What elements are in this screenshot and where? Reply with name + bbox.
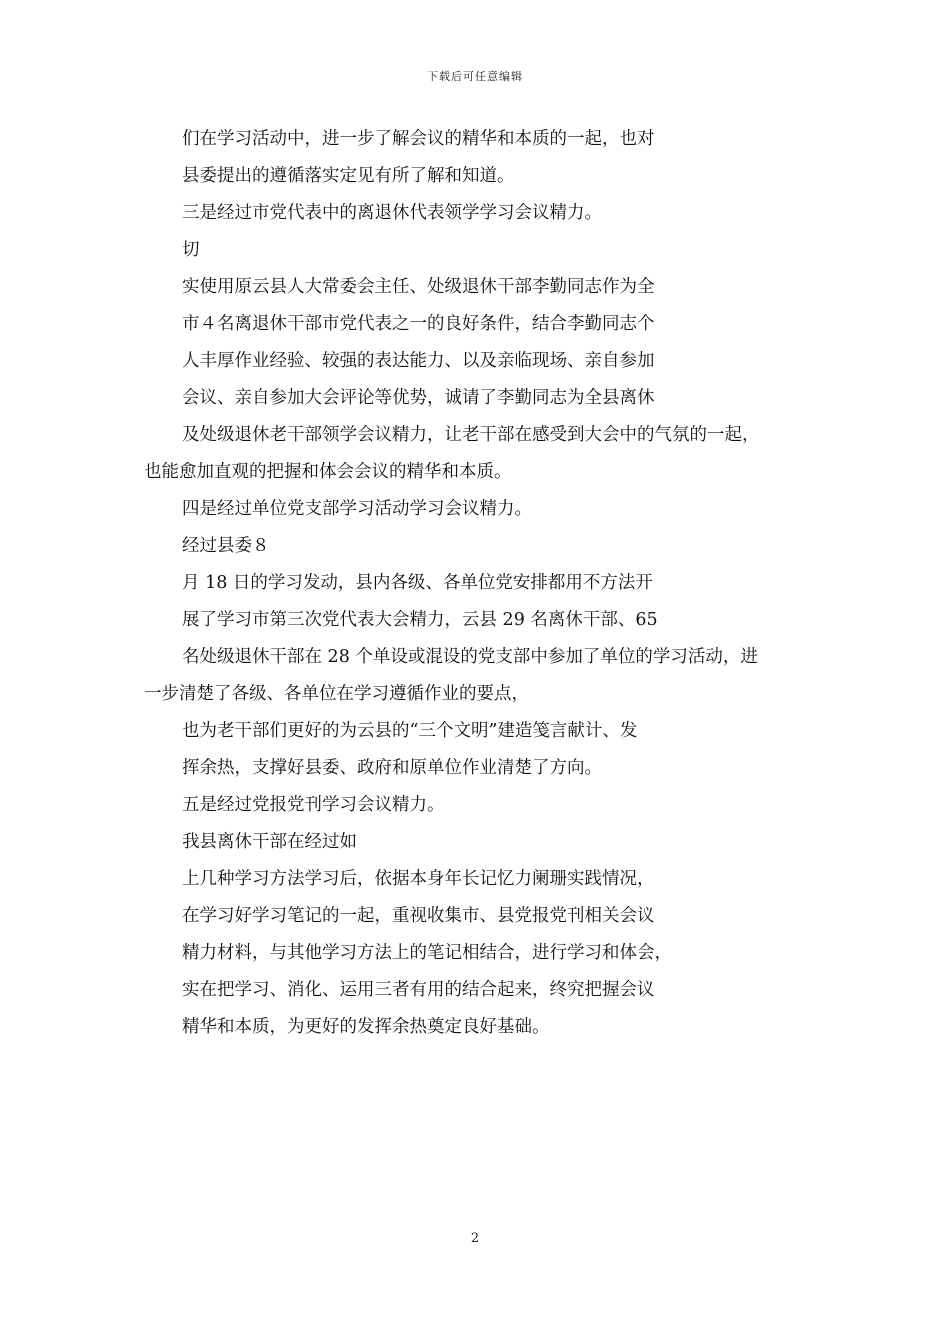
paragraph-line: 五是经过党报党刊学习会议精力。: [182, 795, 445, 815]
page-header: 下载后可任意编辑: [427, 70, 523, 83]
page-number: 2: [470, 1231, 480, 1246]
paragraph-line: 切: [182, 240, 200, 260]
paragraph-line: 上几种学习方法学习后，依据本身年长记忆力阑珊实践情况，: [182, 869, 655, 889]
paragraph-line: 名处级退休干部在 28 个单设或混设的党支部中参加了单位的学习活动，进: [182, 647, 758, 667]
paragraph-line: 人丰厚作业经验、较强的表达能力、以及亲临现场、亲自参加: [182, 351, 655, 371]
paragraph-line: 精华和本质，为更好的发挥余热奠定良好基础。: [182, 1017, 550, 1037]
paragraph-line: 月 18 日的学习发动，县内各级、各单位党安排都用不方法开: [182, 573, 653, 593]
paragraph-line: 经过县委８: [182, 536, 270, 556]
paragraph-line: 实在把学习、消化、运用三者有用的结合起来，终究把握会议: [182, 980, 655, 1000]
paragraph-line: 精力材料，与其他学习方法上的笔记相结合，进行学习和体会，: [182, 943, 672, 963]
paragraph-line: 县委提出的遵循落实定见有所了解和知道。: [182, 166, 515, 186]
paragraph-line: 挥余热，支撑好县委、政府和原单位作业清楚了方向。: [182, 758, 602, 778]
paragraph-line: 市４名离退休干部市党代表之一的良好条件，结合李勤同志个: [182, 314, 655, 334]
paragraph-line: 也能愈加直观的把握和体会会议的精华和本质。: [144, 462, 512, 482]
paragraph-line: 会议、亲自参加大会评论等优势，诚请了李勤同志为全县离休: [182, 388, 655, 408]
paragraph-line: 实使用原云县人大常委会主任、处级退休干部李勤同志作为全: [182, 277, 655, 297]
paragraph-line: 展了学习市第三次党代表大会精力，云县 29 名离休干部、65: [182, 610, 658, 630]
paragraph-line: 也为老干部们更好的为云县的“三个文明”建造笺言献计、发: [182, 721, 638, 741]
paragraph-line: 在学习好学习笔记的一起，重视收集市、县党报党刊相关会议: [182, 906, 655, 926]
paragraph-line: 四是经过单位党支部学习活动学习会议精力。: [182, 499, 532, 519]
paragraph-line: 及处级退休老干部领学会议精力，让老干部在感受到大会中的气氛的一起，: [182, 425, 760, 445]
paragraph-line: 一步清楚了各级、各单位在学习遵循作业的要点，: [144, 684, 529, 704]
paragraph-line: 三是经过市党代表中的离退休代表领学学习会议精力。: [182, 203, 602, 223]
paragraph-line: 们在学习活动中，进一步了解会议的精华和本质的一起，也对: [182, 129, 655, 149]
paragraph-line: 我县离休干部在经过如: [182, 832, 357, 852]
